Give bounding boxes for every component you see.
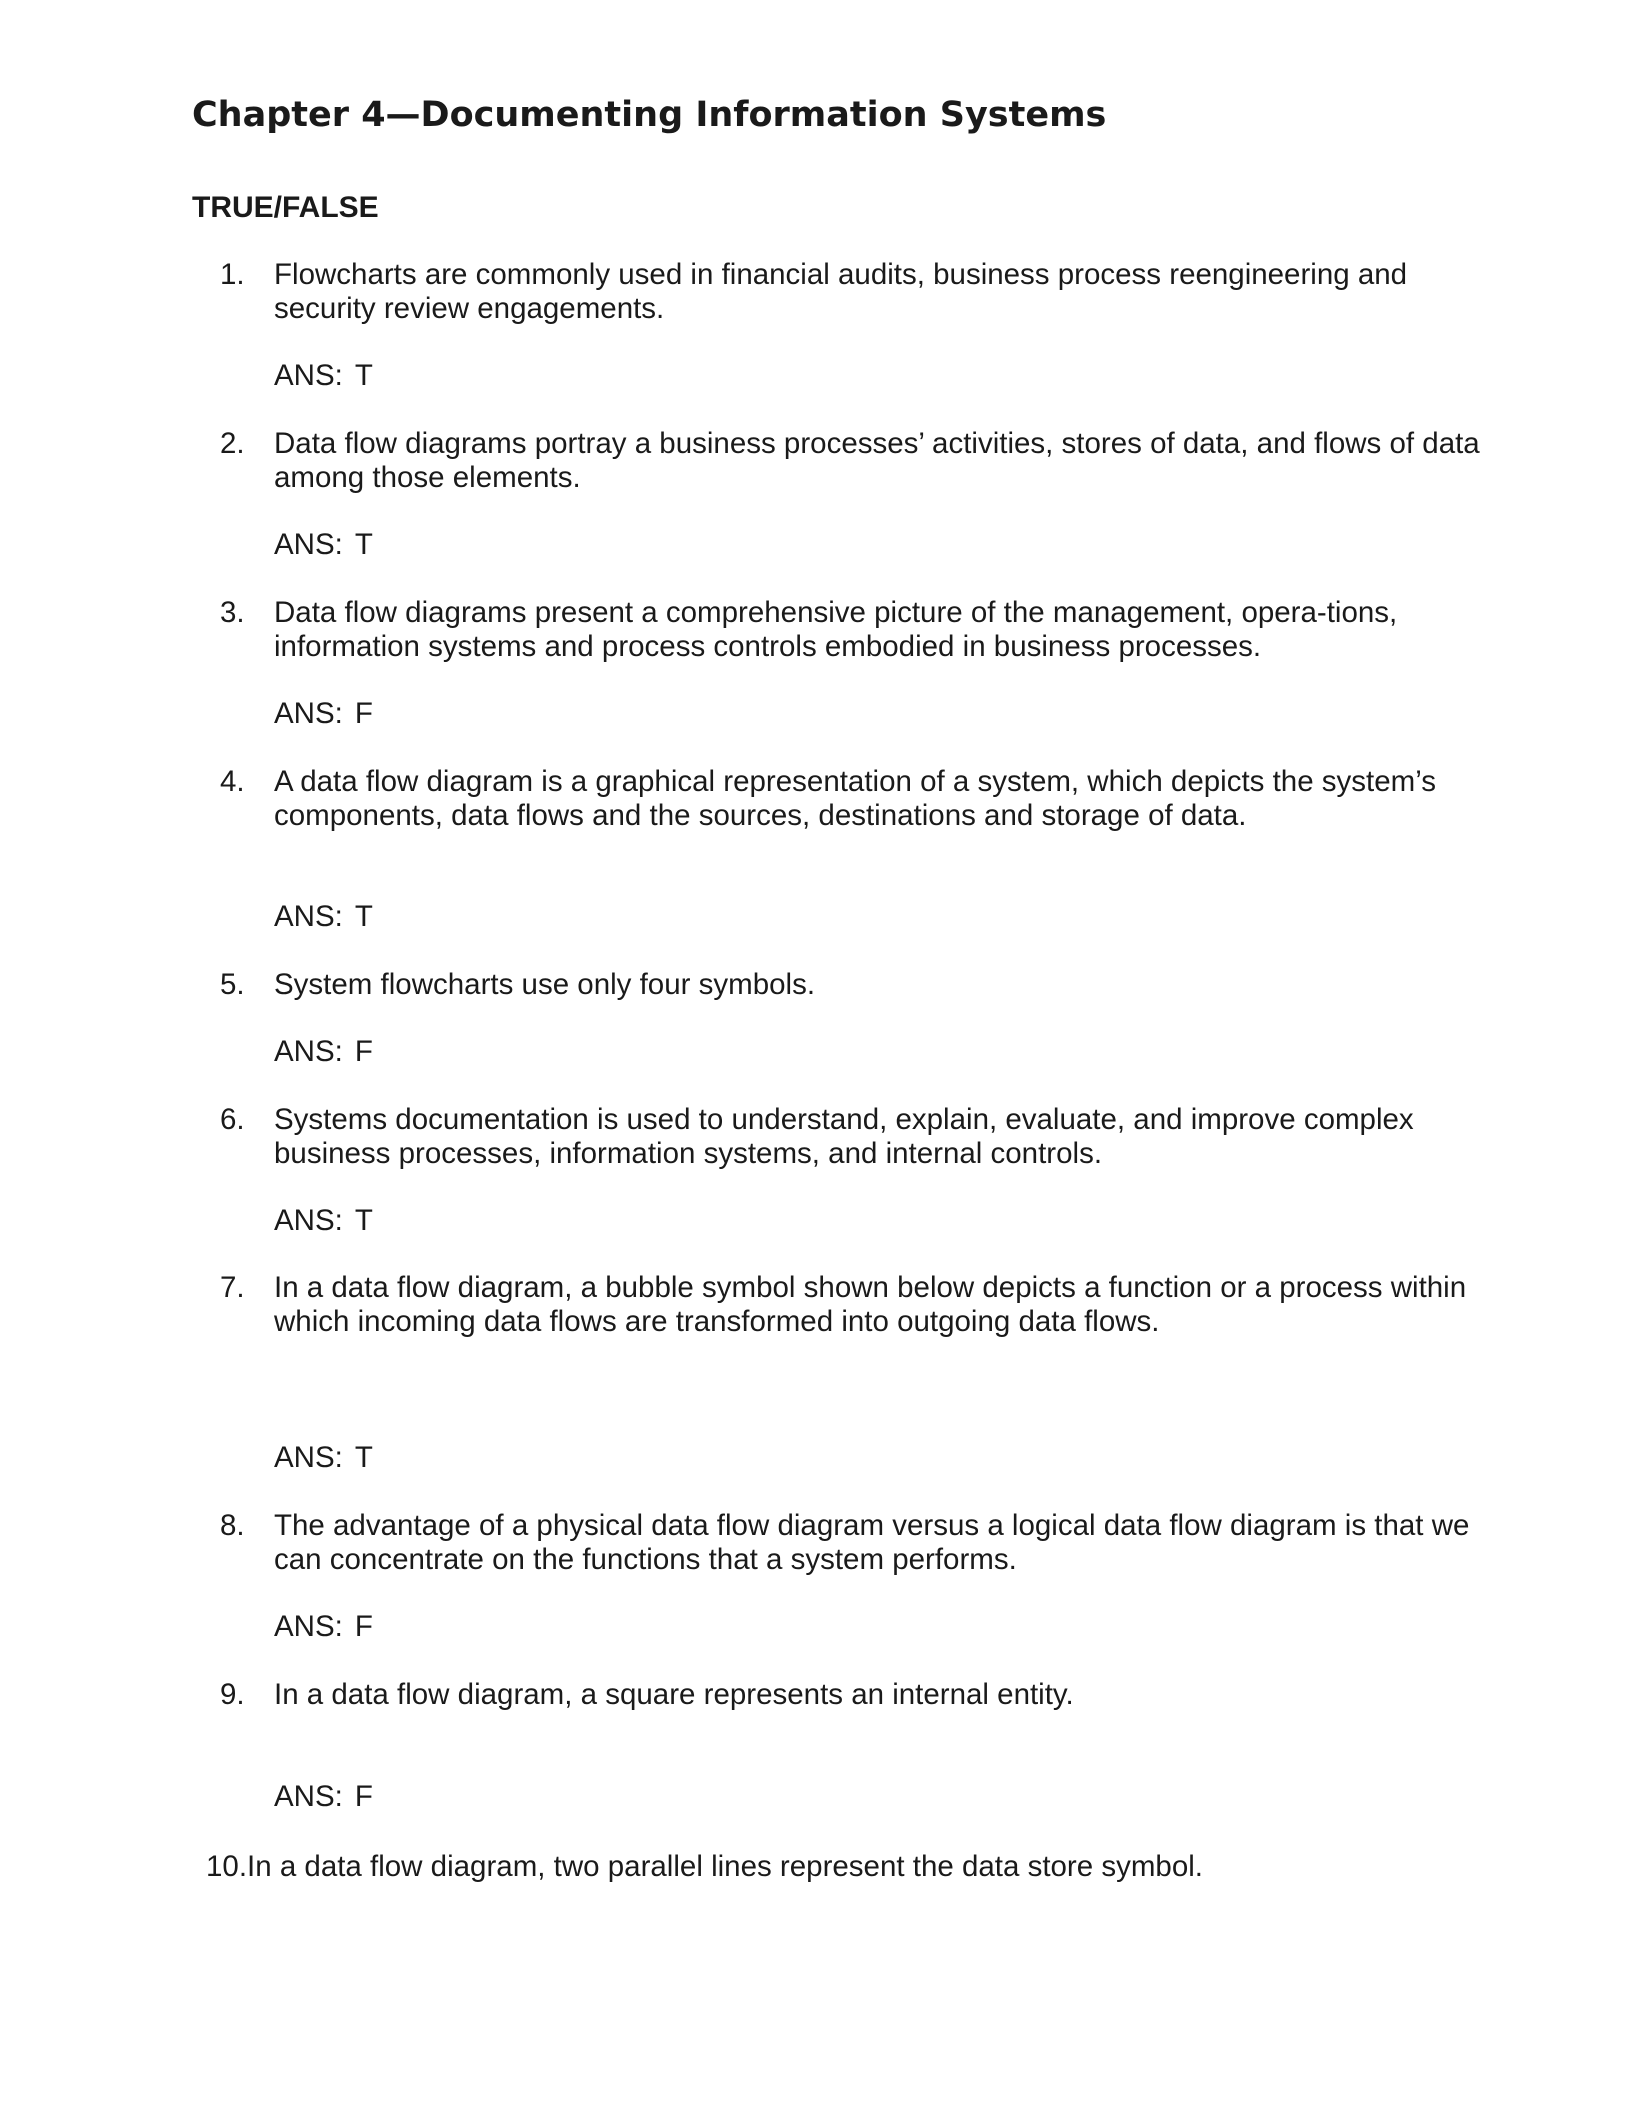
answer-label: ANS: [274, 697, 343, 730]
question-number: 3. [220, 596, 245, 629]
question-number: 9. [220, 1678, 245, 1711]
answer-value: F [354, 697, 373, 730]
question-text: Systems documentation is used to understand, explain, evaluate, and improve complex business processes, information systems, and internal controls. [274, 1103, 1414, 1170]
answer-label: ANS: [274, 359, 343, 392]
answer-line [274, 1441, 373, 1475]
answer-line [274, 1035, 373, 1069]
section-heading: TRUE/FALSE [192, 191, 379, 224]
question-text: A data flow diagram is a graphical representation of a system, which depicts the system’s components, data flows and the sources, destinations and storage of data. [274, 765, 1436, 832]
answer-line [274, 359, 373, 393]
question-number: 10. [206, 1850, 248, 1883]
question-text: In a data flow diagram, two parallel lines represent the data store symbol. [247, 1850, 1203, 1883]
answer-line [274, 528, 373, 562]
answer-value: T [354, 1441, 373, 1474]
chapter-title: Chapter 4—Documenting Information Systems [192, 95, 1107, 135]
question-text: System flowcharts use only four symbols. [274, 968, 816, 1001]
question-number: 4. [220, 765, 245, 798]
question-number: 1. [220, 258, 245, 291]
answer-value: F [354, 1780, 373, 1813]
question-number: 2. [220, 427, 245, 460]
question-item [206, 1850, 1203, 1884]
answer-line [274, 1204, 373, 1238]
answer-value: F [354, 1610, 373, 1643]
answer-label: ANS: [274, 1035, 343, 1068]
answer-label: ANS: [274, 1780, 343, 1813]
answer-line [274, 1610, 373, 1644]
answer-label: ANS: [274, 1610, 343, 1643]
answer-value: T [354, 900, 373, 933]
answer-label: ANS: [274, 900, 343, 933]
question-text: In a data flow diagram, a square represents an internal entity. [274, 1678, 1074, 1711]
answer-value: T [354, 359, 373, 392]
answer-value: F [354, 1035, 373, 1068]
answer-line [274, 697, 373, 731]
question-text: Flowcharts are commonly used in financial audits, business process reengineering and security review engagements. [274, 258, 1408, 325]
question-text: The advantage of a physical data flow diagram versus a logical data flow diagram is that we can concentrate on the functions that a system performs. [274, 1509, 1470, 1576]
question-number: 6. [220, 1103, 245, 1136]
question-number: 7. [220, 1271, 245, 1304]
answer-label: ANS: [274, 528, 343, 561]
answer-line [274, 900, 373, 934]
question-number: 5. [220, 968, 245, 1001]
answer-label: ANS: [274, 1204, 343, 1237]
answer-value: T [354, 1204, 373, 1237]
question-text: Data flow diagrams present a comprehensive picture of the management, opera-tions, information systems and process controls embodied in business processes. [274, 596, 1398, 663]
answer-value: T [354, 528, 373, 561]
question-text: Data flow diagrams portray a business processes’ activities, stores of data, and flows of data among those elements. [274, 427, 1480, 494]
question-text: In a data flow diagram, a bubble symbol shown below depicts a function or a process within which incoming data flows are transformed into outgoing data flows. [274, 1271, 1467, 1338]
answer-line [274, 1780, 373, 1814]
answer-label: ANS: [274, 1441, 343, 1474]
question-number: 8. [220, 1509, 245, 1542]
